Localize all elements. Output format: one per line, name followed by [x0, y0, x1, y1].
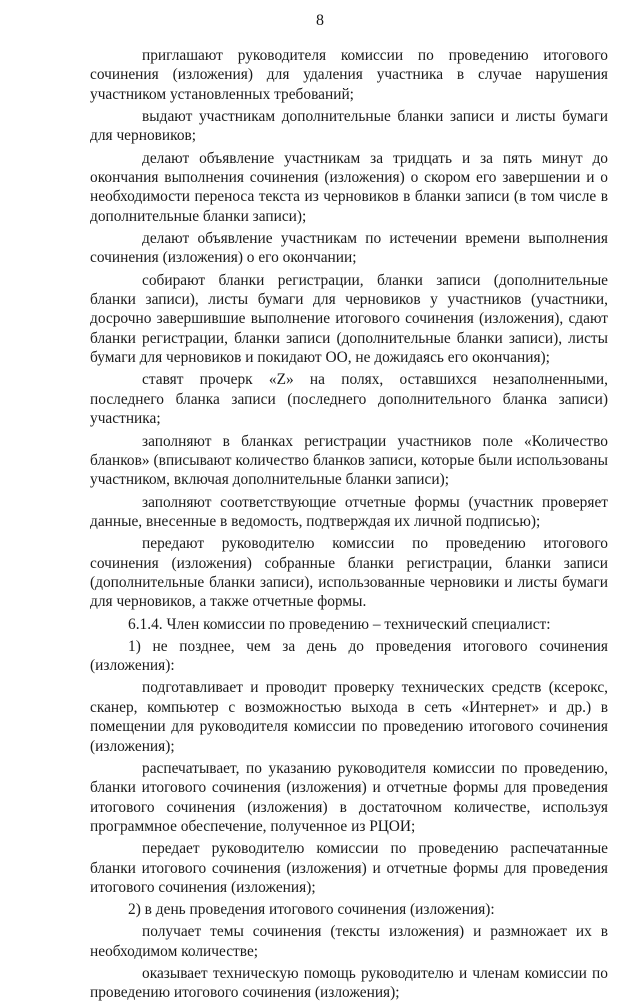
document-body: [90, 46, 608, 1003]
paragraph-exam-day: 2) в день проведения итогового сочинения (изложения):: [128, 901, 495, 919]
paragraph-form-count: заполняют в бланках регистрации участников поле «Количество бланков» (вписывают количество бланков записи, которые были использованы участником, включая дополнительные бланки записи);: [90, 432, 608, 489]
paragraph-pass-printed-forms: передает руководителю комиссии по проведению распечатанные бланки итогового сочинения (изложения) и отчетные формы для проведения итогового сочинения (изложения);: [90, 840, 608, 897]
paragraph-issue-extra-forms: выдают участникам дополнительные бланки записи и листы бумаги для черновиков;: [90, 108, 608, 145]
page-number: 8: [316, 12, 324, 29]
paragraph-invite-commission-head: приглашают руководителя комиссии по проведению итогового сочинения (изложения) для удаления участника в случае нарушения участником установленных требований;: [90, 47, 608, 103]
paragraph-hand-over: передают руководителю комиссии по проведению итогового сочинения (изложения) собранные бланки регистрации, бланки записи (дополнительные бланки записи), использованные черновики и листы бумаги для черновиков, а также отчетные формы.: [90, 535, 608, 611]
paragraph-report-forms: заполняют соответствующие отчетные формы (участник проверяет данные, внесенные в ведомость, подтверждая их личной подписью);: [90, 493, 608, 530]
paragraph-check-equipment: подготавливает и проводит проверку технических средств (ксерокс, сканер, компьютер с возможностью выхода в сеть «Интернет» и др.) в помещении для руководителя комиссии по проведению итогового сочинения (изложения);: [90, 679, 608, 755]
paragraph-z-mark: ставят прочерк «Z» на полях, оставшихся незаполненными, последнего бланка записи (последнего дополнительного бланка записи) участника;: [90, 371, 608, 428]
paragraph-collect-forms: собирают бланки регистрации, бланки записи (дополнительные бланки записи), листы бумаги для черновиков у участников (участники, досрочно завершившие выполнение итогового сочинения (изложения), сдают бланки регистрации, бланки записи (дополнительные бланки записи), листы бумаги для черновиков и покидают ОО, не дожидаясь его окончания);: [90, 271, 608, 367]
paragraph-receive-topics: получает темы сочинения (тексты изложения) и размножает их в необходимом количестве;: [90, 923, 608, 960]
section-heading-tech-specialist: 6.1.4. Член комиссии по проведению – технический специалист:: [128, 615, 551, 633]
paragraph-time-announcement: делают объявление участникам за тридцать и за пять минут до окончания выполнения сочинения (изложения) о скором его завершении и о необходимости переноса текста из черновиков в бланки записи (в том числе в дополнительные бланки записи);: [90, 149, 608, 225]
paragraph-tech-assistance: оказывает техническую помощь руководителю и членам комиссии по проведению итогового сочинения (изложения);: [90, 965, 608, 1002]
paragraph-end-announcement: делают объявление участникам по истечении времени выполнения сочинения (изложения) о его окончании;: [90, 230, 608, 267]
paragraph-day-before: 1) не позднее, чем за день до проведения итогового сочинения (изложения):: [90, 637, 608, 675]
paragraph-print-forms: распечатывает, по указанию руководителя комиссии по проведению, бланки итогового сочинения (изложения) и отчетные формы для проведения итогового сочинения (изложения) в достаточном количестве, используя программное обеспечение, полученное из РЦОИ;: [90, 759, 608, 835]
